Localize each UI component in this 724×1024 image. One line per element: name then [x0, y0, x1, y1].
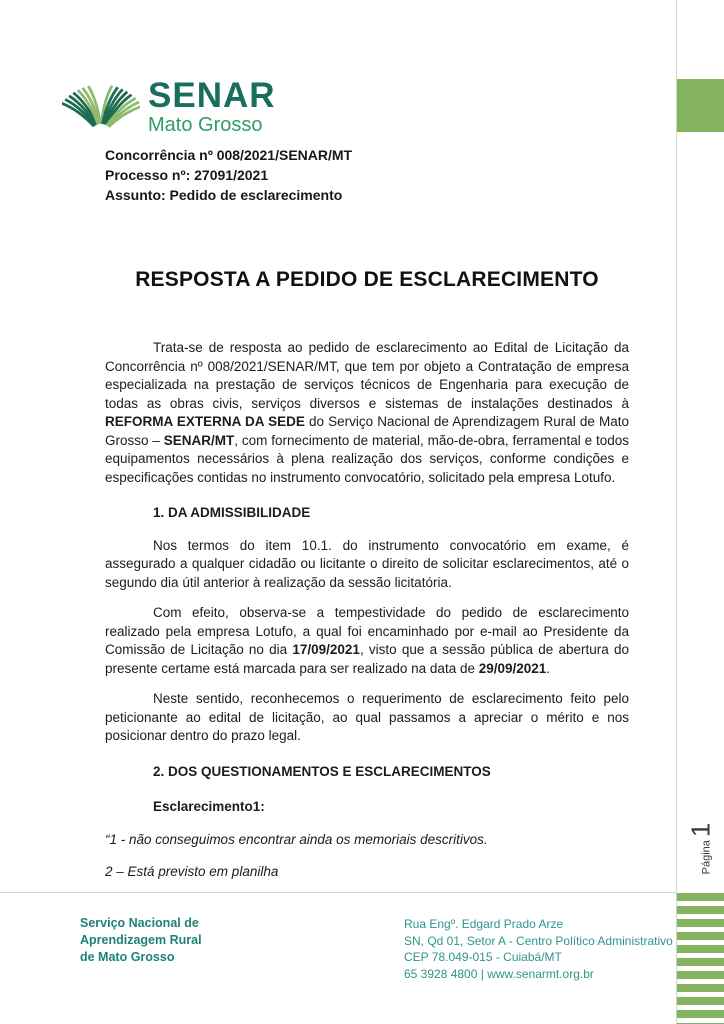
paragraph-1-bold-senar: SENAR/MT [163, 432, 235, 448]
paragraph-3-text: Com efeito, observa-se a tempestividade do pedido de esclarecimento realizado pela empresa Lotufo, a qual foi encaminhado por e-mail ao Presidente da Comissão de Licitação no dia [105, 605, 629, 657]
document-title: RESPOSTA A PEDIDO DE ESCLARECIMENTO [135, 268, 599, 291]
paragraph-3-bold-date-2: 29/09/2021 [478, 660, 547, 676]
quote-line-1: “1 - não conseguimos encontrar ainda os memoriais descritivos. [105, 831, 488, 847]
logo-brand-name: SENAR [148, 76, 276, 115]
page-number: 1 [685, 822, 716, 837]
page-edge-rule [676, 0, 677, 1024]
footer-address-street: Rua Engº. Edgard Prado Arze [404, 917, 564, 931]
paragraph-3-text-3: . [546, 660, 551, 676]
logo-region-name: Mato Grosso [148, 114, 263, 136]
header-assunto-line: Assunto: Pedido de esclarecimento [105, 187, 343, 203]
page-number-rotated [686, 822, 717, 874]
paragraph-3 [105, 604, 629, 678]
footer-divider-rule [0, 892, 677, 893]
page-number-tab [678, 804, 724, 892]
document-header [105, 145, 352, 205]
paragraph-3-text-2: , visto que a sessão pública de abertura do presente certame está marcada para ser realizado na data de [105, 642, 629, 676]
footer-phone-website: 65 3928 4800 | www.senarmt.org.br [404, 966, 594, 981]
footer-org-line: de Mato Grosso [80, 950, 175, 964]
paragraph-1-text: Trata-se de resposta ao pedido de esclarecimento ao Edital de Licitação da Concorrência nº 008/2021/SENAR/MT, que tem por objeto a Contratação de empresa especializada na prestação de serviços técnicos de Engenharia para execução de todas as obras civis, serviços diversos e sistemas de instalações destinados à [105, 340, 629, 411]
quote-line-2: 2 – Está previsto em planilha [105, 864, 279, 879]
paragraph-1 [105, 339, 629, 487]
senar-logo [62, 70, 276, 136]
section-heading-2: 2. DOS QUESTIONAMENTOS E ESCLARECIMENTOS [153, 763, 491, 779]
document-body [105, 339, 629, 896]
paragraph-3-bold-date-1: 17/09/2021 [292, 642, 360, 657]
logo-text [148, 70, 276, 136]
footer-address-sector: SN, Qd 01, Setor A - Centro Político Administrativo [404, 933, 673, 948]
accent-green-stripes [677, 893, 724, 1024]
footer-address-cep: CEP 78.049-015 - Cuiabá/MT [404, 950, 562, 964]
footer-organization [80, 915, 202, 966]
header-concorrencia-line: Concorrência nº 008/2021/SENAR/MT [105, 147, 353, 163]
paragraph-2: Nos termos do item 10.1. do instrumento convocatório em exame, é assegurado a qualquer cidadão ou licitante o direito de solicitar esclarecimentos, até o segundo dia útil anterior à realização da sessão licitatória. [105, 537, 629, 590]
esclarecimento-subheading: Esclarecimento1: [153, 799, 265, 814]
paragraph-1-bold-reforma: REFORMA EXTERNA DA SEDE [105, 414, 305, 429]
senar-grass-icon [62, 70, 140, 130]
footer-org-line: Aprendizagem Rural [80, 933, 202, 947]
footer-address [404, 916, 673, 982]
paragraph-1-text-2: do Serviço Nacional de Aprendizagem Rural de Mato Grosso – [105, 414, 629, 448]
footer-org-line: Serviço Nacional de [80, 916, 199, 930]
accent-green-block [677, 79, 724, 132]
paragraph-4: Neste sentido, reconhecemos o requerimento de esclarecimento feito pelo peticionante ao edital de licitação, ao qual passamos a apreciar o mérito e nos posicionar dentro do prazo legal. [105, 691, 629, 743]
page-label: Página [700, 839, 713, 874]
header-processo-line: Processo nº: 27091/2021 [105, 167, 269, 183]
paragraph-1-text-3: , com fornecimento de material, mão-de-obra, ferramental e todos equipamentos necessários à plena realização dos serviços, conforme condições e especificações contidas no instrumento convocatório, solicitado pela empresa Lotufo. [105, 432, 629, 485]
section-heading-1: 1. DA ADMISSIBILIDADE [153, 505, 311, 520]
